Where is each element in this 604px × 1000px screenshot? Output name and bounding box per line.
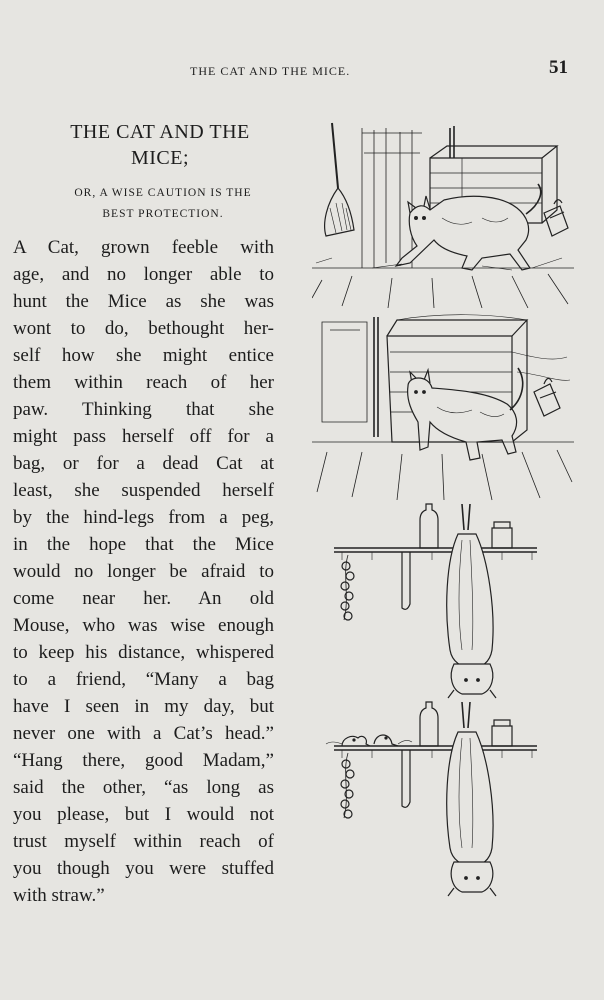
fable-subtitle bbox=[18, 183, 308, 225]
body-line: A Cat, grown feeble with bbox=[13, 237, 274, 258]
body-line: age, and no longer able to bbox=[13, 264, 274, 285]
body-line: “Hang there, good Madam,” bbox=[13, 750, 274, 771]
cat-hanging-mice-watching-scene-icon bbox=[312, 698, 574, 898]
body-line: to keep his distance, whispered bbox=[13, 642, 274, 663]
fable-subtitle-line: BEST PROTECTION. bbox=[102, 208, 224, 220]
running-head: THE CAT AND THE MICE. bbox=[190, 64, 351, 78]
body-line: least, she suspended herself bbox=[13, 480, 274, 501]
body-line: self how she might entice bbox=[13, 345, 274, 366]
cat-stalking-broom-scene-icon bbox=[312, 118, 574, 308]
body-line: with straw.” bbox=[13, 885, 105, 906]
body-line: might pass herself off for a bbox=[13, 426, 274, 447]
body-line: hunt the Mice as she was bbox=[13, 291, 274, 312]
body-line: paw. Thinking that she bbox=[13, 399, 274, 420]
page-number: 51 bbox=[549, 57, 568, 78]
body-line: in the hope that the Mice bbox=[13, 534, 274, 555]
body-line: to a friend, “Many a bag bbox=[13, 669, 274, 690]
body-line: you though you were stuffed bbox=[13, 858, 274, 879]
body-line: said the other, “as long as bbox=[13, 777, 274, 798]
fable-title bbox=[10, 119, 310, 171]
body-line: Mouse, who was wise enough bbox=[13, 615, 274, 636]
fable-body bbox=[13, 234, 274, 909]
body-line: wont to do, bethought her- bbox=[13, 318, 274, 339]
fable-title-line: MICE; bbox=[130, 147, 190, 169]
cat-by-crate-scene-icon bbox=[312, 312, 574, 502]
body-line: would no longer be afraid to bbox=[13, 561, 274, 582]
body-line: come near her. An old bbox=[13, 588, 274, 609]
fable-subtitle-line: OR, A WISE CAUTION IS THE bbox=[74, 187, 252, 199]
body-line: have I seen in my day, but bbox=[13, 696, 274, 717]
body-line: by the hind-legs from a peg, bbox=[13, 507, 274, 528]
fable-title-line: THE CAT AND THE bbox=[70, 121, 250, 143]
body-line: bag, or for a dead Cat at bbox=[13, 453, 274, 474]
cat-hanging-from-shelf-scene-icon bbox=[312, 500, 574, 700]
body-line: them within reach of her bbox=[13, 372, 274, 393]
body-line: trust myself within reach of bbox=[13, 831, 274, 852]
body-line: you please, but I would not bbox=[13, 804, 274, 825]
body-line: never one with a Cat’s head.” bbox=[13, 723, 274, 744]
